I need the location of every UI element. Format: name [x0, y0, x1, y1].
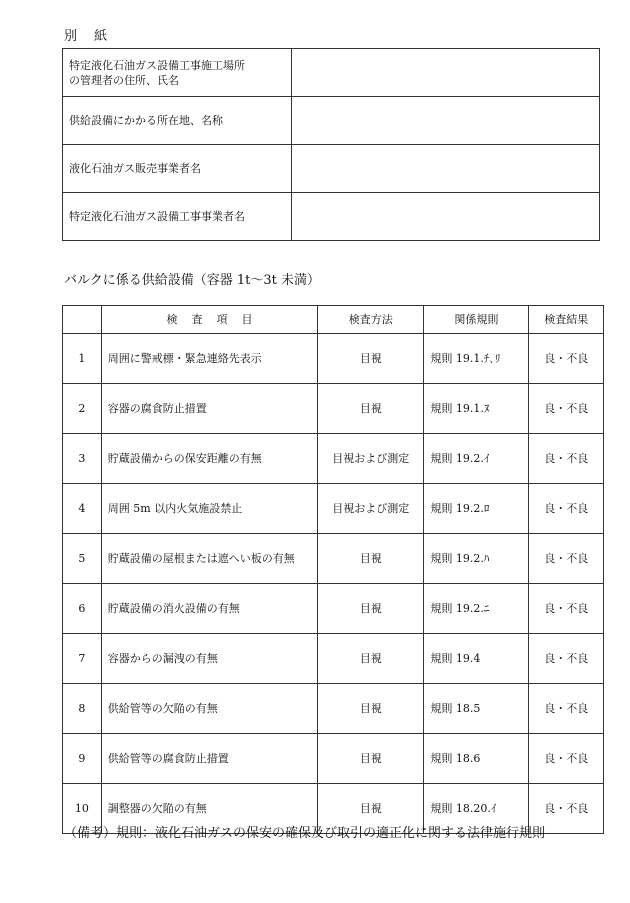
header-result: 検査結果: [529, 306, 604, 334]
related-rule: 規則 18.6: [424, 734, 529, 784]
row-number: 5: [63, 534, 102, 584]
row-number: 10: [63, 784, 102, 834]
inspection-row: [63, 684, 604, 734]
inspection-method: 目視: [318, 334, 424, 384]
header-method: 検査方法: [318, 306, 424, 334]
section-title: バルクに係る供給設備（容器 1t～3t 未満）: [64, 273, 320, 288]
inspection-row: [63, 734, 604, 784]
inspection-row: [63, 384, 604, 434]
info-row: [63, 49, 600, 97]
related-rule: 規則 18.5: [424, 684, 529, 734]
inspection-result[interactable]: 良・不良: [529, 684, 604, 734]
row-number: 7: [63, 634, 102, 684]
row-number: 9: [63, 734, 102, 784]
related-rule: 規則 19.2.ﾊ: [424, 534, 529, 584]
header-rule: 関係規則: [424, 306, 529, 334]
row-number: 1: [63, 334, 102, 384]
related-rule: 規則 19.2.ﾆ: [424, 584, 529, 634]
inspection-item: 容器からの漏洩の有無: [101, 634, 317, 684]
inspection-header-row: [63, 306, 604, 334]
related-rule: 規則 19.4: [424, 634, 529, 684]
row-number: 8: [63, 684, 102, 734]
row-number: 6: [63, 584, 102, 634]
related-rule: 規則 19.2.ﾛ: [424, 484, 529, 534]
inspection-method: 目視および測定: [318, 484, 424, 534]
info-row: [63, 193, 600, 241]
row-number: 3: [63, 434, 102, 484]
inspection-method: 目視: [318, 634, 424, 684]
related-rule: 規則 19.2.ｲ: [424, 434, 529, 484]
inspection-result[interactable]: 良・不良: [529, 484, 604, 534]
info-value-field[interactable]: [292, 193, 600, 241]
attachment-label: 別 紙: [64, 29, 110, 44]
inspection-method: 目視: [318, 734, 424, 784]
inspection-row: [63, 434, 604, 484]
info-label: 供給設備にかかる所在地、名称: [63, 97, 292, 145]
related-rule: 規則 19.1.ﾁ､ﾘ: [424, 334, 529, 384]
inspection-method: 目視: [318, 534, 424, 584]
info-value-field[interactable]: [292, 145, 600, 193]
info-row: [63, 97, 600, 145]
inspection-method: 目視: [318, 384, 424, 434]
inspection-row: [63, 534, 604, 584]
info-label: 液化石油ガス販売事業者名: [63, 145, 292, 193]
inspection-row: [63, 584, 604, 634]
related-rule: 規則 18.20.ｲ: [424, 784, 529, 834]
remarks-note: （備考）規則：液化石油ガスの保安の確保及び取引の適正化に関する法律施行規則: [64, 826, 546, 841]
info-value-field[interactable]: [292, 97, 600, 145]
inspection-item: 周囲に警戒標・緊急連絡先表示: [101, 334, 317, 384]
inspection-row: [63, 334, 604, 384]
inspection-result[interactable]: 良・不良: [529, 434, 604, 484]
inspection-item: 貯蔵設備からの保安距離の有無: [101, 434, 317, 484]
info-label: 特定液化石油ガス設備工事事業者名: [63, 193, 292, 241]
inspection-method: 目視: [318, 584, 424, 634]
inspection-method: 目視: [318, 684, 424, 734]
inspection-result[interactable]: 良・不良: [529, 584, 604, 634]
inspection-method: 目視: [318, 784, 424, 834]
info-label: 特定液化石油ガス設備工事施工場所 の管理者の住所、氏名: [63, 49, 292, 97]
inspection-method: 目視および測定: [318, 434, 424, 484]
info-value-field[interactable]: [292, 49, 600, 97]
header-no: [63, 306, 102, 334]
related-rule: 規則 19.1.ﾇ: [424, 384, 529, 434]
info-row: [63, 145, 600, 193]
inspection-item: 容器の腐食防止措置: [101, 384, 317, 434]
header-item: 検査項目: [101, 306, 317, 334]
inspection-result[interactable]: 良・不良: [529, 784, 604, 834]
inspection-item: 貯蔵設備の屋根または遮へい板の有無: [101, 534, 317, 584]
row-number: 2: [63, 384, 102, 434]
inspection-item: 周囲 5m 以内火気施設禁止: [101, 484, 317, 534]
inspection-item: 供給管等の欠陥の有無: [101, 684, 317, 734]
inspection-item: 貯蔵設備の消火設備の有無: [101, 584, 317, 634]
applicant-info-table: [62, 48, 600, 241]
inspection-result[interactable]: 良・不良: [529, 734, 604, 784]
inspection-row: [63, 484, 604, 534]
inspection-table: [62, 305, 604, 834]
inspection-item: 供給管等の腐食防止措置: [101, 734, 317, 784]
inspection-result[interactable]: 良・不良: [529, 334, 604, 384]
inspection-result[interactable]: 良・不良: [529, 534, 604, 584]
inspection-result[interactable]: 良・不良: [529, 634, 604, 684]
inspection-item: 調整器の欠陥の有無: [101, 784, 317, 834]
row-number: 4: [63, 484, 102, 534]
inspection-row: [63, 634, 604, 684]
inspection-result[interactable]: 良・不良: [529, 384, 604, 434]
